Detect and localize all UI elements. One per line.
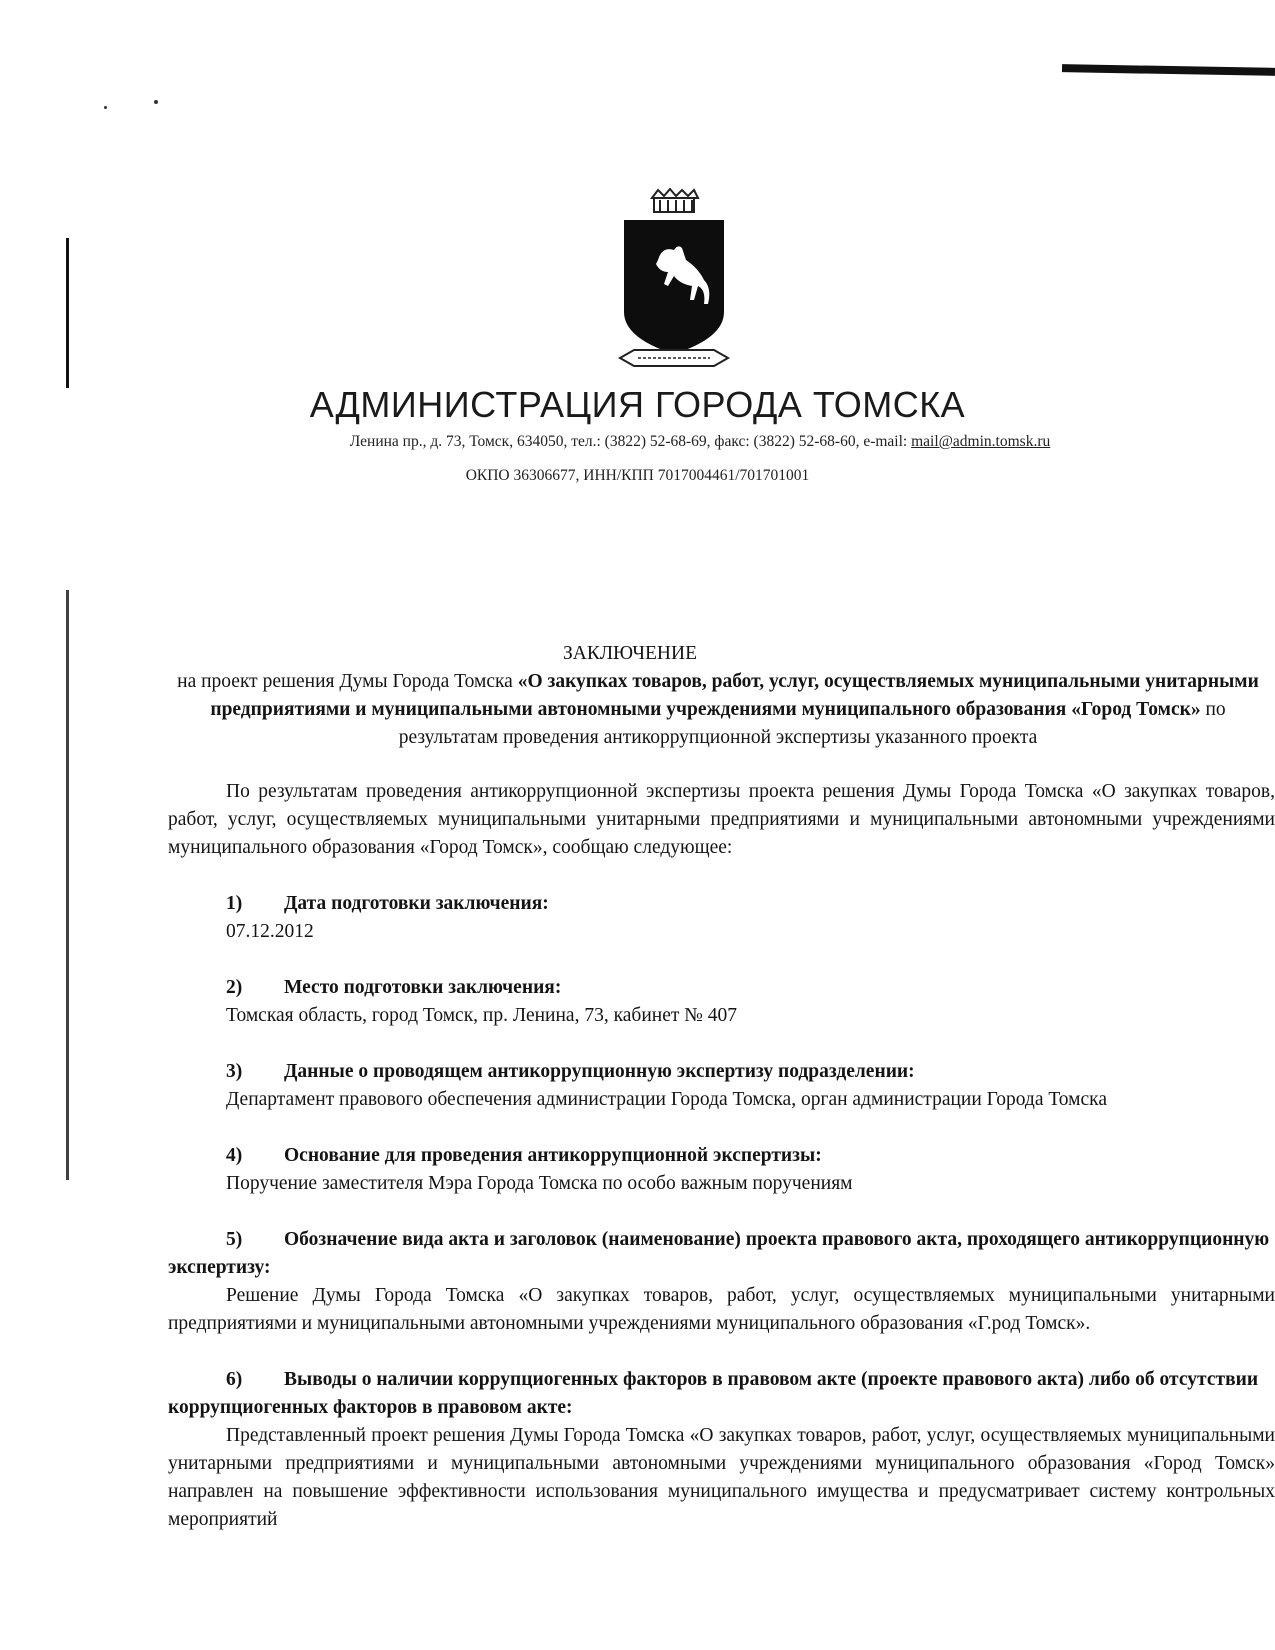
section-number: 6) <box>226 1369 243 1390</box>
section-number: 3) <box>226 1061 243 1082</box>
subject-prefix: на проект решения Думы Города Томска <box>177 671 518 692</box>
intro-paragraph: По результатам проведения антикоррупционной экспертизы проекта решения Думы Города Томска «О закупках товаров, работ, услуг, осуществляемых муниципальными унитарными предприятиями и муниципальными автономными учреждениями муниципального образования «Город Томск», сообщаю следующее: <box>168 781 1275 858</box>
section-title: Выводы о наличии коррупциогенных факторов в правовом акте (проекте правового акта) либо об отсутствии коррупциогенных факторов в правовом акте: <box>168 1369 1259 1418</box>
section-title: Обозначение вида акта и заголовок (наименование) проекта правового акта, проходящего антикоррупционную экспертизу: <box>168 1229 1270 1278</box>
section-act-title <box>168 1226 1275 1338</box>
section-number: 1) <box>226 893 243 914</box>
email-link[interactable]: mail@admin.tomsk.ru <box>911 433 1051 450</box>
section-heading <box>168 1366 1275 1422</box>
document-body <box>168 640 1275 1534</box>
section-number: 5) <box>226 1229 243 1250</box>
section-title: Основание для проведения антикоррупционной экспертизы: <box>284 1145 822 1166</box>
section-value: Представленный проект решения Думы Города Томска «О закупках товаров, работ, услуг, осуществляемых муниципальными унитарными предприятиями и муниципальными автономными учреждениями муниципального образования «Город Томск» направлен на повышение эффективности использования муниципального имущества и предусматривает систему контрольных мероприятий <box>168 1425 1275 1530</box>
section-department <box>168 1058 1275 1114</box>
address-text: Ленина пр., д. 73, Томск, 634050, тел.: (3822) 52-68-69, факс: (3822) 52-68-60, e-mail: <box>349 433 912 450</box>
section-conclusions <box>168 1366 1275 1534</box>
section-value: Решение Думы Города Томска «О закупках товаров, работ, услуг, осуществляемых муниципальными унитарными предприятиями и муниципальными автономными учреждениями муниципального образования «Г.род Томск». <box>168 1285 1275 1334</box>
section-title: Место подготовки заключения: <box>284 977 562 998</box>
section-heading <box>168 1058 1275 1086</box>
section-place <box>168 974 1275 1030</box>
section-title: Дата подготовки заключения: <box>284 893 549 914</box>
section-number: 4) <box>226 1145 243 1166</box>
scan-speck <box>104 106 107 109</box>
coat-of-arms-icon <box>614 188 774 384</box>
section-value: Департамент правового обеспечения администрации Города Томска, орган администрации Города Томска <box>226 1089 1108 1110</box>
section-number: 2) <box>226 977 243 998</box>
section-title: Данные о проводящем антикоррупционную экспертизу подразделении: <box>284 1061 915 1082</box>
subject-suffix: по результатам проведения антикоррупционной экспертизы указанного проекта <box>398 699 1226 748</box>
section-heading <box>168 890 1275 918</box>
organization-address <box>240 433 1160 451</box>
scan-edge-mark-left-2 <box>66 590 69 1180</box>
organization-name: АДМИНИСТРАЦИЯ ГОРОДА ТОМСКА <box>309 384 966 425</box>
section-heading <box>168 974 1275 1002</box>
scan-speck <box>154 100 158 104</box>
section-value: 07.12.2012 <box>226 921 314 942</box>
scan-edge-mark-top <box>1062 64 1275 76</box>
section-value: Томская область, город Томск, пр. Ленина, 73, кабинет № 407 <box>226 1005 737 1026</box>
organization-codes: ОКПО 36306677, ИНН/КПП 7017004461/701701001 <box>465 467 810 484</box>
section-date <box>168 890 1275 946</box>
section-basis <box>168 1142 1275 1198</box>
scan-edge-mark-left <box>66 238 69 388</box>
section-value: Поручение заместителя Мэра Города Томска по особо важным поручениям <box>226 1173 853 1194</box>
section-heading <box>168 1226 1275 1282</box>
document-title: ЗАКЛЮЧЕНИЕ <box>562 643 698 664</box>
document-subject <box>168 668 1268 752</box>
section-heading <box>168 1142 1275 1170</box>
subject-bold: «О закупках товаров, работ, услуг, осуществляемых муниципальными унитарными предприятиями и муниципальными автономными учреждениями муниципального образования «Город Томск» <box>210 671 1259 720</box>
